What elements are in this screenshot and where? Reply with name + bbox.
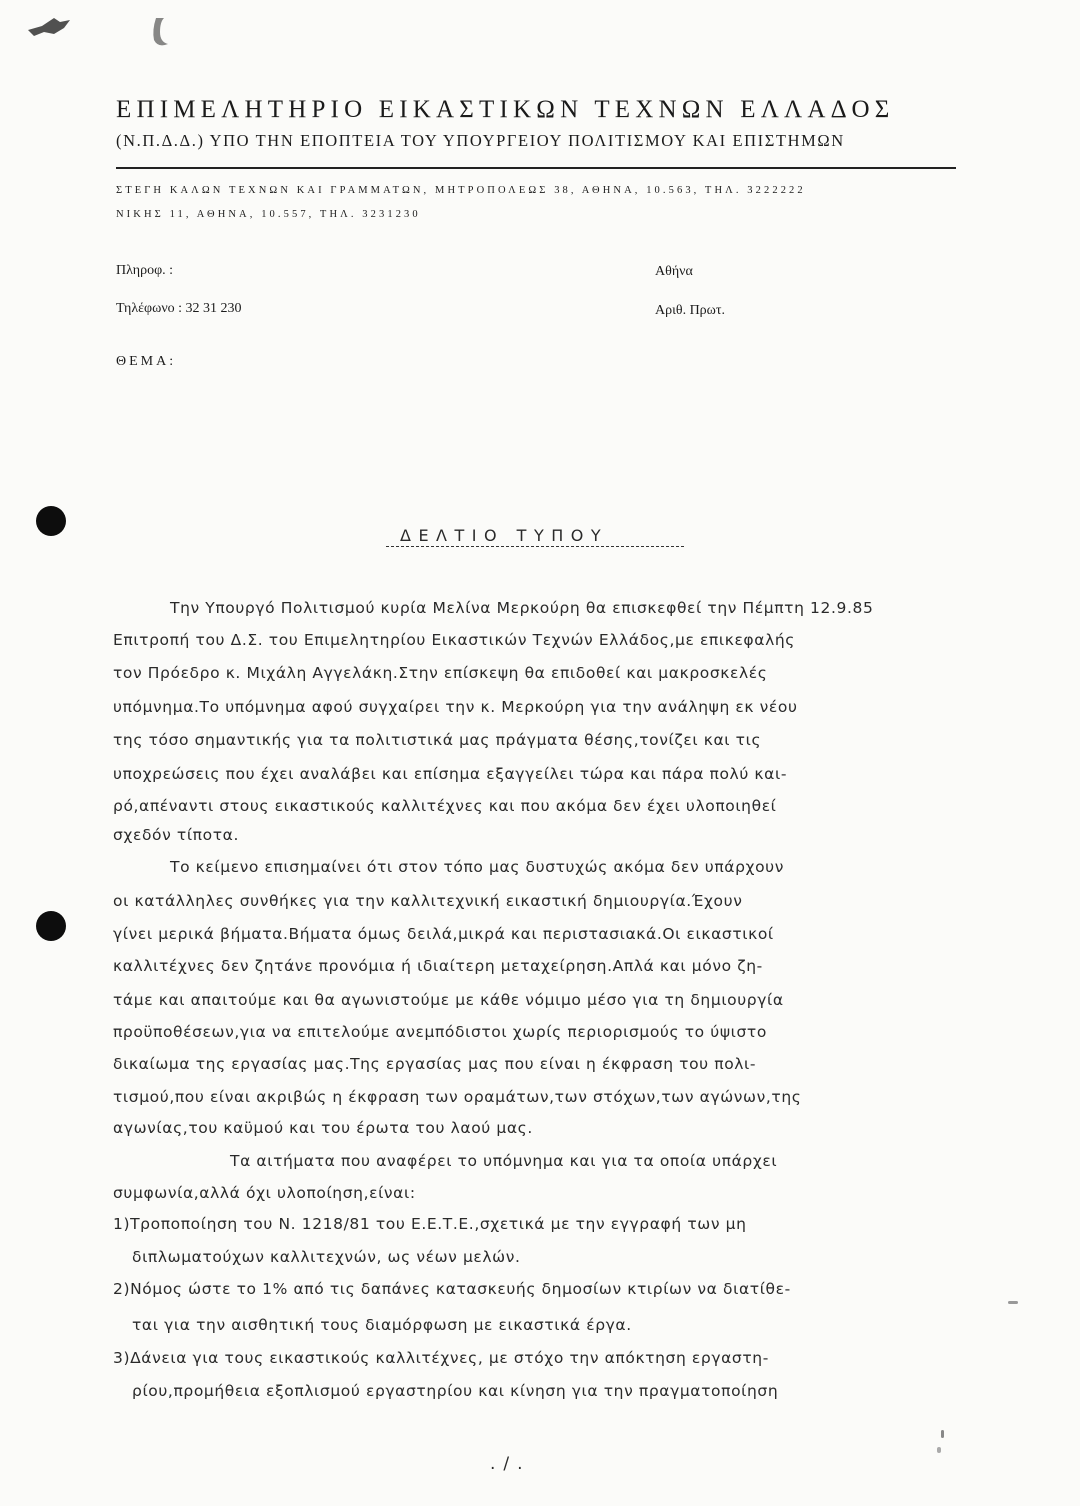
ink-smudge-mark (146, 14, 176, 50)
body-line: προϋποθέσεων,για να επιτελούμε ανεμπόδιστοι χωρίς περιορισμούς το ύψιστο (113, 1023, 767, 1041)
list-item: 1)Τροποποίηση του Ν. 1218/81 του Ε.Ε.Τ.Ε.,σχετικά με την εγγραφή των μη (113, 1215, 747, 1233)
info-label: Πληροφ. : (116, 263, 174, 278)
body-line: Το κείμενο επισημαίνει ότι στον τόπο μας δυστυχώς ακόμα δεν υπάρχουν (170, 858, 784, 876)
body-line: της τόσο σημαντικής για τα πολιτιστικά μας πράγματα θέσης,τονίζει και τις (113, 731, 762, 749)
body-line: υπόμνημα.Το υπόμνημα αφού συγχαίρει την κ. Μερκούρη για την ανάληψη εκ νέου (113, 698, 798, 716)
speck-mark (1008, 1301, 1018, 1304)
body-line: σχεδόν τίποτα. (113, 826, 239, 844)
list-item-continuation: διπλωματούχων καλλιτεχνών, ως νέων μελών. (132, 1248, 521, 1266)
address-line-2: ΝΙΚΗΣ 11, ΑΘΗΝΑ, 10.557, ΤΗΛ. 3231230 (116, 209, 421, 220)
body-line: υποχρεώσεις που έχει αναλάβει και επίσημα εξαγγείλει τώρα και πάρα πολύ και- (113, 765, 788, 783)
body-line: συμφωνία,αλλά όχι υλοποίηση,είναι: (113, 1184, 416, 1202)
address-line-1: ΣΤΕΓΗ ΚΑΛΩΝ ΤΕΧΝΩΝ ΚΑΙ ΓΡΑΜΜΑΤΩΝ, ΜΗΤΡΟΠΟΛΕΩΣ 38, ΑΘΗΝΑ, 10.563, ΤΗΛ. 3222222 (116, 185, 806, 196)
punch-hole (36, 506, 66, 536)
phone-label: Τηλέφωνο : 32 31 230 (116, 301, 242, 316)
list-item-continuation: ται για την αισθητική τους διαμόρφωση με εικαστικά έργα. (132, 1316, 632, 1334)
body-line: οι κατάλληλες συνθήκες για την καλλιτεχνική εικαστική δημιουργία.Έχουν (113, 892, 743, 910)
body-line: καλλιτέχνες δεν ζητάνε προνόμια ή ιδιαίτερη μεταχείρηση.Απλά και μόνο ζη- (113, 957, 763, 975)
subject-label: ΘΕΜΑ: (116, 354, 177, 369)
list-item-continuation: ρίου,προμήθεια εξοπλισμού εργαστηρίου και κίνηση για την πραγματοποίηση (132, 1382, 779, 1400)
body-line: Επιτροπή του Δ.Σ. του Επιμελητηρίου Εικαστικών Τεχνών Ελλάδος,με επικεφαλής (113, 631, 795, 649)
body-line: Τα αιτήματα που αναφέρει το υπόμνημα και για τα οποία υπάρχει (230, 1152, 778, 1170)
ink-smudge-mark (24, 12, 76, 42)
organization-title: ΕΠΙΜΕΛΗΤΗΡΙΟ ΕΙΚΑΣΤΙΚΩΝ ΤΕΧΝΩΝ ΕΛΛΑΔΟΣ (116, 96, 895, 123)
city-label: Αθήνα (655, 264, 693, 279)
body-line: αγωνίας,του καϋμού και του έρωτα του λαού μας. (113, 1119, 533, 1137)
speck-mark (941, 1430, 944, 1438)
body-line: Την Υπουργό Πολιτισμού κυρία Μελίνα Μερκούρη θα επισκεφθεί την Πέμπτη 12.9.85 (170, 599, 874, 617)
list-item: 2)Νόμος ώστε το 1% από τις δαπάνες κατασκευής δημοσίων κτιρίων να διατίθε- (113, 1280, 791, 1298)
protocol-number-label: Αριθ. Πρωτ. (655, 303, 726, 318)
body-line: τισμού,που είναι ακριβώς η έκφραση των οραμάτων,των στόχων,των αγώνων,της (113, 1088, 802, 1106)
body-line: τον Πρόεδρο κ. Μιχάλη Αγγελάκη.Στην επίσκεψη θα επιδοθεί και μακροσκελές (113, 664, 768, 682)
body-line: δικαίωμα της εργασίας μας.Της εργασίας μας που είναι η έκφραση του πολι- (113, 1055, 757, 1073)
speck-mark (937, 1447, 941, 1453)
organization-subtitle: (Ν.Π.Δ.Δ.) ΥΠΟ ΤΗΝ ΕΠΟΠΤΕΙΑ ΤΟΥ ΥΠΟΥΡΓΕΙΟΥ ΠΟΛΙΤΙΣΜΟΥ ΚΑΙ ΕΠΙΣΤΗΜΩΝ (116, 131, 845, 150)
punch-hole (36, 911, 66, 941)
list-item: 3)Δάνεια για τους εικαστικούς καλλιτέχνες, με στόχο την απόκτηση εργαστη- (113, 1349, 769, 1367)
body-line: τάμε και απαιτούμε και θα αγωνιστούμε με κάθε νόμιμο μέσο για τη δημιουργία (113, 991, 784, 1009)
body-line: ρό,απέναντι στους εικαστικούς καλλιτέχνες και που ακόμα δεν έχει υλοποιηθεί (113, 797, 777, 815)
body-line: γίνει μερικά βήματα.Βήματα όμως δειλά,μικρά και περιστασιακά.Οι εικαστικοί (113, 925, 774, 943)
press-release-heading: ΔΕΛΤΙΟ ΤΥΠΟΥ (400, 526, 609, 545)
letterhead-divider (116, 167, 956, 169)
heading-underline (386, 546, 684, 547)
page-continuation-marker: ./. (490, 1454, 531, 1474)
